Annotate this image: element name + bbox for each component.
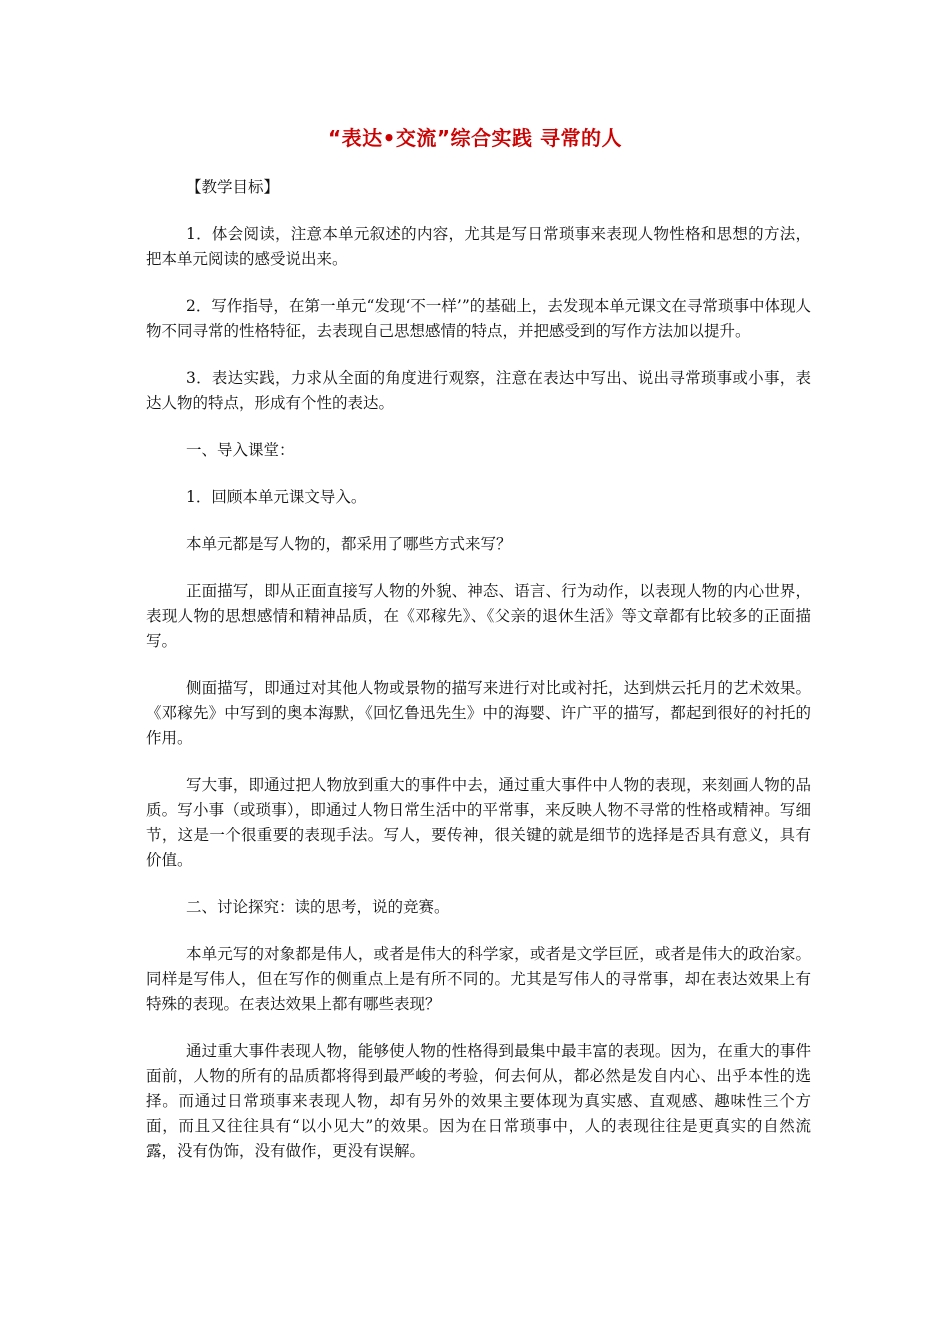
paragraph-side-description: 侧面描写，即通过对其他人物或景物的描写来进行对比或衬托，达到烘云托月的艺术效果。《邓稼先》中写到的奥本海默，《回忆鲁迅先生》中的海婴、许广平的描写，都起到很好的衬托的作用。 — [146, 679, 811, 747]
objective-3: 3．表达实践，力求从全面的角度进行观察，注意在表达中写出、说出寻常琐事或小事，表达人物的特点，形成有个性的表达。 — [146, 369, 811, 412]
section-objectives-heading: 【教学目标】 — [186, 178, 280, 196]
paragraph-front-description: 正面描写，即从正面直接写人物的外貌、神态、语言、行为动作，以表现人物的内心世界，表现人物的思想感情和精神品质，在《邓稼先》、《父亲的退休生活》等文章都有比较多的正面描写。 — [146, 582, 811, 650]
section-2-heading: 二、讨论探究：读的思考，说的竞赛。 — [186, 898, 450, 916]
paragraph-effects: 通过重大事件表现人物，能够使人物的性格得到最集中最丰富的表现。因为，在重大的事件面前，人物的所有的品质都将得到最严峻的考验，何去何从，都必然是发自内心、出乎本性的选择。而通过日常琐事来表现人物，却有另外的效果主要体现为真实感、直观感、趣味性三个方面，而且又往往具有“以小见大”的效果。因为在日常琐事中，人的表现往往是更真实的自然流露，没有伪饰，没有做作，更没有误解。 — [146, 1042, 811, 1160]
document-title: “表达•交流”综合实践 寻常的人 — [327, 126, 623, 150]
section-1-heading: 一、导入课堂： — [186, 441, 295, 459]
paragraph-big-events: 写大事，即通过把人物放到重大的事件中去，通过重大事件中人物的表现，来刻画人物的品质。写小事（或琐事），即通过人物日常生活中的平常事，来反映人物不寻常的性格或精神。写细节，这是一个很重要的表现手法。写人，要传神，很关键的就是细节的选择是否具有意义，具有价值。 — [146, 776, 811, 869]
objective-2: 2．写作指导，在第一单元“发现‘不一样’”的基础上，去发现本单元课文在寻常琐事中体现人物不同寻常的性格特征，去表现自己思想感情的特点，并把感受到的写作方法加以提升。 — [146, 297, 811, 340]
objective-1: 1．体会阅读，注意本单元叙述的内容，尤其是写日常琐事来表现人物性格和思想的方法，把本单元阅读的感受说出来。 — [146, 225, 811, 268]
item-1: 1．回顾本单元课文导入。 — [186, 488, 367, 506]
question-1: 本单元都是写人物的，都采用了哪些方式来写？ — [186, 535, 512, 553]
paragraph-great-people: 本单元写的对象都是伟人，或者是伟大的科学家，或者是文学巨匠，或者是伟大的政治家。同样是写伟人，但在写作的侧重点上是有所不同的。尤其是写伟人的寻常事，却在表达效果上有特殊的表现。在表达效果上都有哪些表现？ — [146, 945, 811, 1013]
document-body — [146, 175, 811, 1186]
